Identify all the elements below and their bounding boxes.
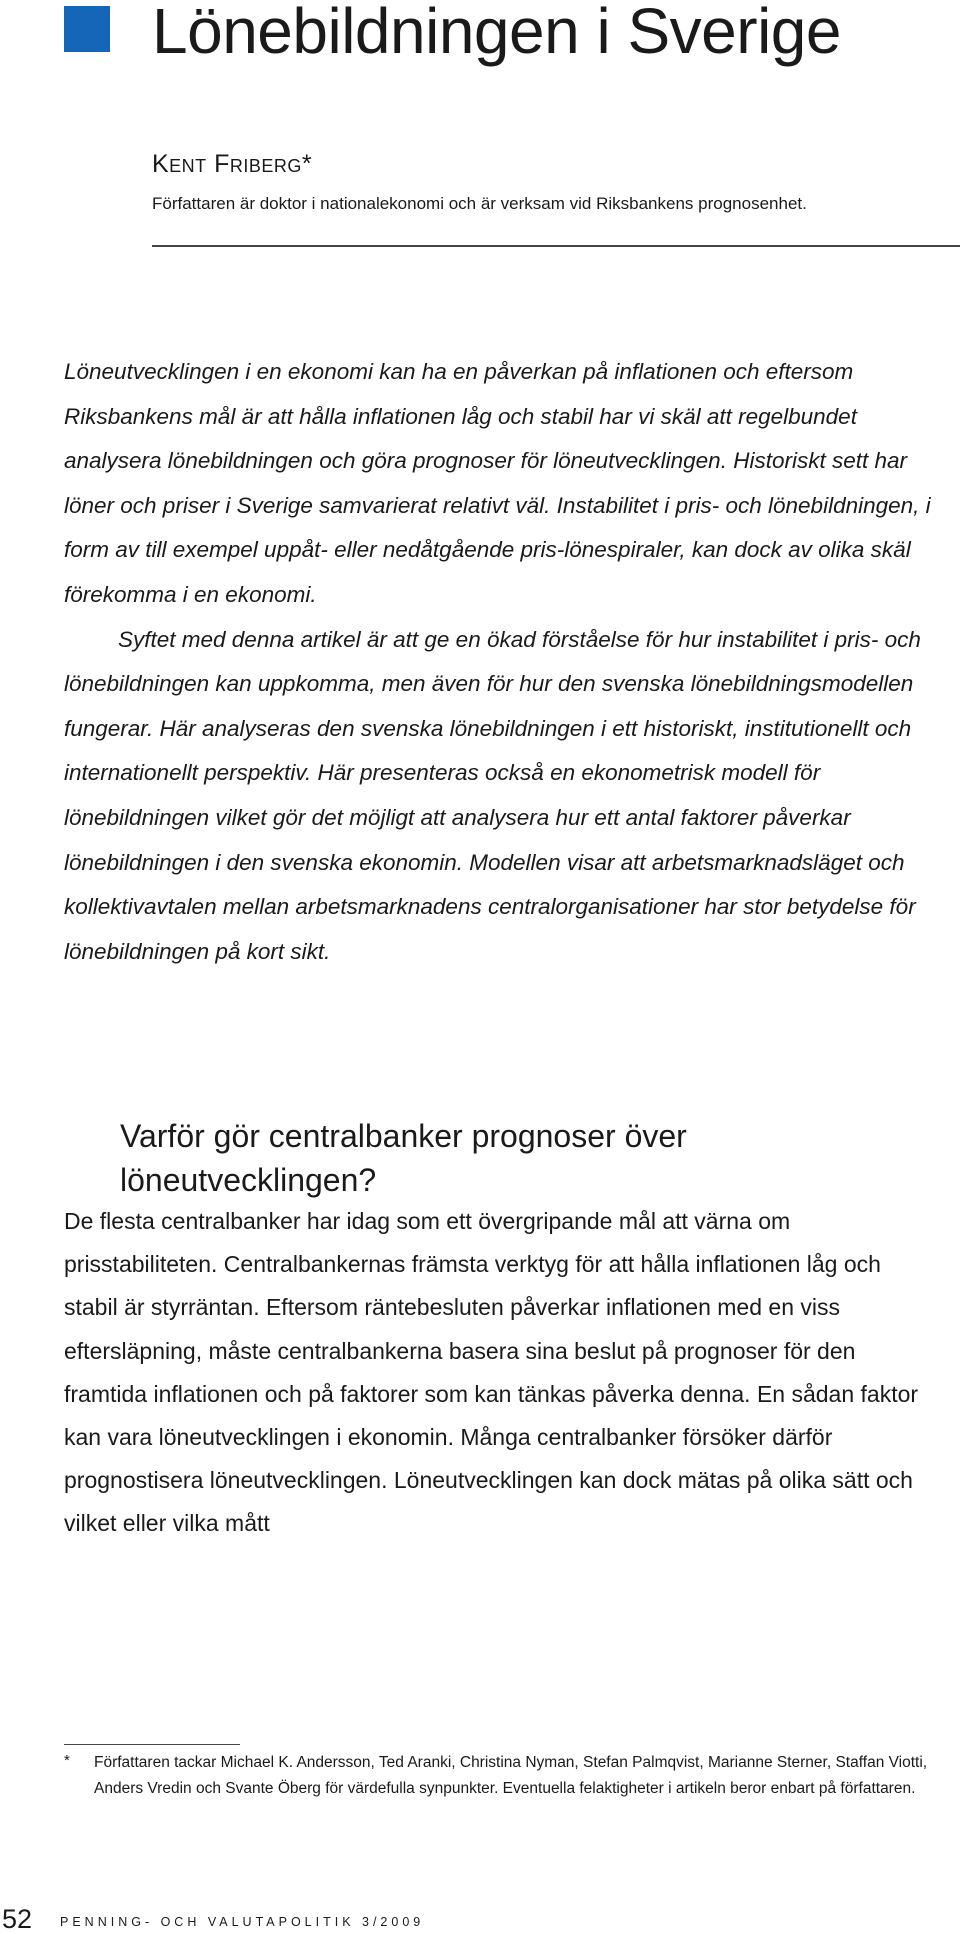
section-body: De flesta centralbanker har idag som ett övergripande mål att värna om prisstabiliteten. Centralbankernas främsta verktyg för att hålla inflationen låg och stabil är styrräntan. Eftersom räntebesluten påverkar inflationen med en viss eftersläpning, måste centralbankerna basera sina beslut på prognoser för den framtida inflationen och på faktorer som kan tänkas påverka denna. En sådan faktor kan vara löneutvecklingen i ekonomin. Många centralbanker försöker därför prognostisera löneutvecklingen. Löneutvecklingen kan dock mätas på olika sätt och vilket eller vilka mått bbox=[64, 1208, 919, 1537]
ingress-paragraph: Syftet med denna artikel är att ge en ökad förståelse för hur instabilitet i pris- och lönebildningen kan uppkomma, men även för hur den svenska lönebildningsmodellen fungerar. Här analyseras den svenska lönebildningen i ett historiskt, institutionellt och internationellt perspektiv. Här presenteras också en ekonometrisk modell för lönebildningen vilket gör det möjligt att analysera hur ett antal faktorer påverkar lönebildningen i den svenska ekonomin. Modellen visar att arbetsmarknadsläget och kollektivavtalen mellan arbetsmarknadens centralorganisationer har stor betydelse för lönebildningen på kort sikt. bbox=[64, 626, 921, 964]
section-heading: Varför gör centralbanker prognoser över löneutvecklingen? bbox=[120, 1118, 687, 1198]
page-title: Lönebildningen i Sverige bbox=[152, 0, 841, 67]
footnote-text: Författaren tackar Michael K. Andersson, Ted Aranki, Christina Nyman, Stefan Palmqvist, Marianne Sterner, Staffan Viotti, Anders Vredin och Svante Öberg för värdefulla synpunkter. Eventuella felaktigheter i artikeln beror enbart på författaren. bbox=[94, 1754, 928, 1797]
author-name: Kent Friberg* bbox=[152, 150, 313, 178]
footnote-divider bbox=[64, 1744, 240, 1745]
ingress bbox=[64, 350, 934, 974]
page-number: 52 bbox=[2, 1904, 33, 1934]
footnote-marker: * bbox=[64, 1752, 70, 1769]
ingress-paragraph: Löneutvecklingen i en ekonomi kan ha en påverkan på inflationen och eftersom Riksbankens mål är att hålla inflationen låg och stabil har vi skäl att regelbundet analysera lönebildningen och göra prognoser för löneutvecklingen. Historiskt sett har löner och priser i Sverige samvarierat relativt väl. Instabilitet i pris- och lönebildningen, i form av till exempel uppåt- eller nedåtgående pris-lönespiraler, kan dock av olika skäl förekomma i en ekonomi. bbox=[64, 359, 931, 607]
header-divider bbox=[152, 245, 960, 247]
title-accent-square bbox=[64, 6, 110, 52]
publication-name: PENNING- OCH VALUTAPOLITIK 3/2009 bbox=[60, 1915, 425, 1929]
author-note: Författaren är doktor i nationalekonomi och är verksam vid Riksbankens prognosenhet. bbox=[152, 194, 807, 213]
